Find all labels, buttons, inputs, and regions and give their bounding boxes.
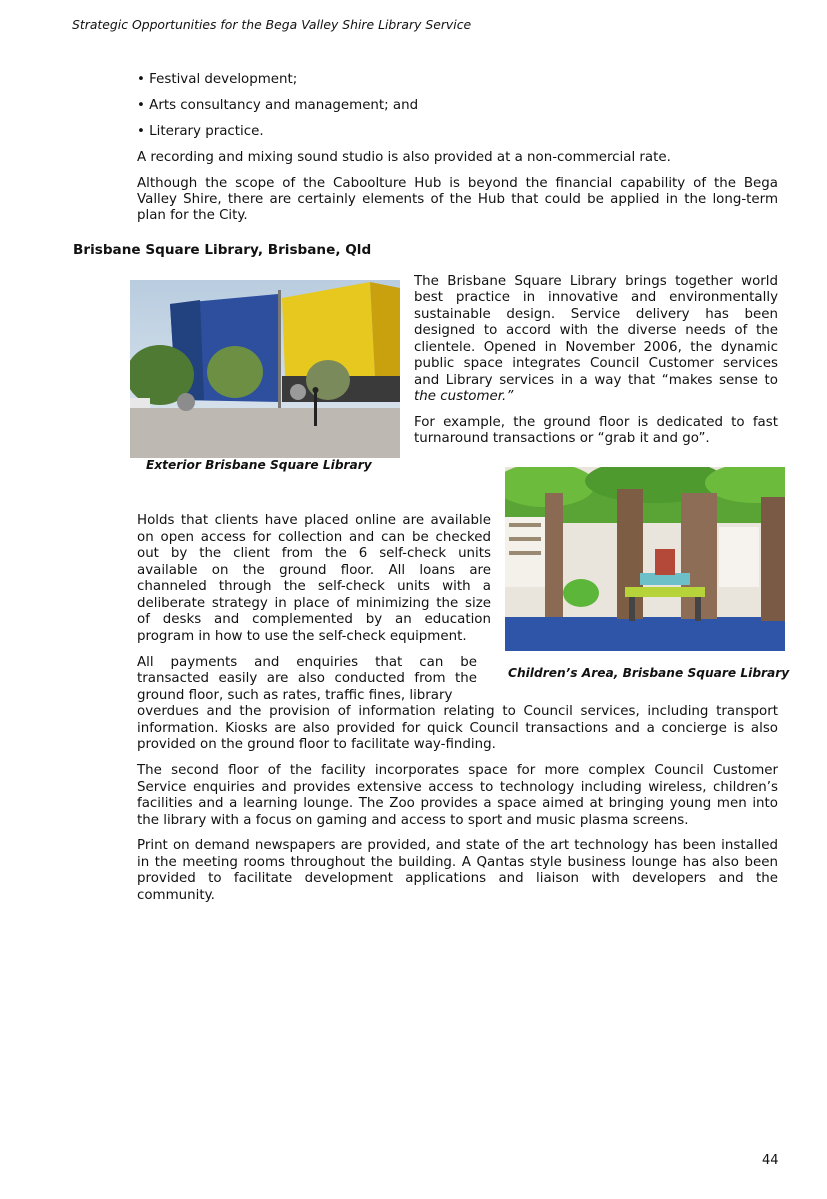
- page-number: 44: [762, 1153, 779, 1168]
- payments-line: All payments and enquiries that can be: [137, 655, 477, 670]
- ground-floor-line: For example, the ground floor is dedicated to fast: [414, 415, 778, 430]
- intro-line: The Brisbane Square Library brings together world: [414, 274, 778, 289]
- payments-line: ground floor, such as rates, traffic fines, library: [137, 688, 453, 703]
- bullet-literary: • Literary practice.: [137, 124, 264, 139]
- exterior-library-photo: [130, 280, 400, 458]
- payments-line: provided on the ground floor to facilitate way-finding.: [137, 737, 496, 752]
- childrens-caption: Children’s Area, Brisbane Square Library: [508, 666, 790, 680]
- holds-line: deliberate strategy in place of minimizing the size: [137, 596, 491, 611]
- scope-line: Although the scope of the Caboolture Hub is beyond the financial capability of the Bega: [137, 176, 778, 191]
- childrens-area-photo: [505, 467, 785, 651]
- studio-paragraph: A recording and mixing sound studio is also provided at a non-commercial rate.: [137, 150, 671, 165]
- bullet-arts: • Arts consultancy and management; and: [137, 98, 419, 113]
- print-line: provided to facilitate development applications and liaison with developers and the: [137, 871, 778, 886]
- intro-line: public space integrates Council Customer services: [414, 356, 778, 371]
- holds-line: out by the client from the 6 self-check units: [137, 546, 491, 561]
- print-line: in the meeting rooms throughout the building. A Qantas style business lounge has also been: [137, 855, 778, 870]
- holds-line: Holds that clients have placed online are available: [137, 513, 491, 528]
- section-heading: Brisbane Square Library, Brisbane, Qld: [73, 242, 372, 258]
- second-floor-line: Service enquiries and provides extensive access to technology including wireless, children’s: [137, 780, 778, 795]
- intro-line: best practice in innovative and environmentally: [414, 290, 778, 305]
- intro-line: designed to accord with the diverse needs of the: [414, 323, 778, 338]
- scope-line: plan for the City.: [137, 208, 248, 223]
- intro-line: and Library services in a way that “makes sense to: [414, 373, 778, 388]
- payments-line: overdues and the provision of information relating to Council services, including transport: [137, 704, 778, 719]
- bullet-festival: • Festival development;: [137, 72, 298, 87]
- intro-line: clientele. Opened in November 2006, the dynamic: [414, 340, 778, 355]
- intro-line: the customer.”: [414, 389, 514, 404]
- holds-line: of desks and complemented by an education: [137, 612, 491, 627]
- holds-line: on open access for collection and can be checked: [137, 530, 491, 545]
- holds-line: program in how to use the self-check equipment.: [137, 629, 467, 644]
- payments-line: information. Kiosks are also provided for quick Council transactions and a concierge is also: [137, 721, 778, 736]
- second-floor-line: The second floor of the facility incorporates space for more complex Council Customer: [137, 763, 778, 778]
- second-floor-line: the library with a focus on gaming and access to sport and music plasma screens.: [137, 813, 689, 828]
- scope-line: Valley Shire, there are certainly elements of the Hub that could be applied in the long-term: [137, 192, 778, 207]
- exterior-caption: Exterior Brisbane Square Library: [146, 458, 372, 472]
- payments-line: transacted easily are also conducted from the: [137, 671, 477, 686]
- ground-floor-line: turnaround transactions or “grab it and go”.: [414, 431, 710, 446]
- intro-line: sustainable design. Service delivery has been: [414, 307, 778, 322]
- print-line: Print on demand newspapers are provided, and state of the art technology has been installed: [137, 838, 778, 853]
- print-line: community.: [137, 888, 215, 903]
- running-header: Strategic Opportunities for the Bega Valley Shire Library Service: [72, 17, 472, 32]
- holds-line: channeled through the self-check units with a: [137, 579, 491, 594]
- exterior-photo-graphic: [130, 280, 400, 458]
- holds-line: available on the ground floor. All loans are: [137, 563, 491, 578]
- second-floor-line: facilities and a learning lounge. The Zoo provides a space aimed at bringing young men into: [137, 796, 778, 811]
- childrens-photo-graphic: [505, 467, 785, 651]
